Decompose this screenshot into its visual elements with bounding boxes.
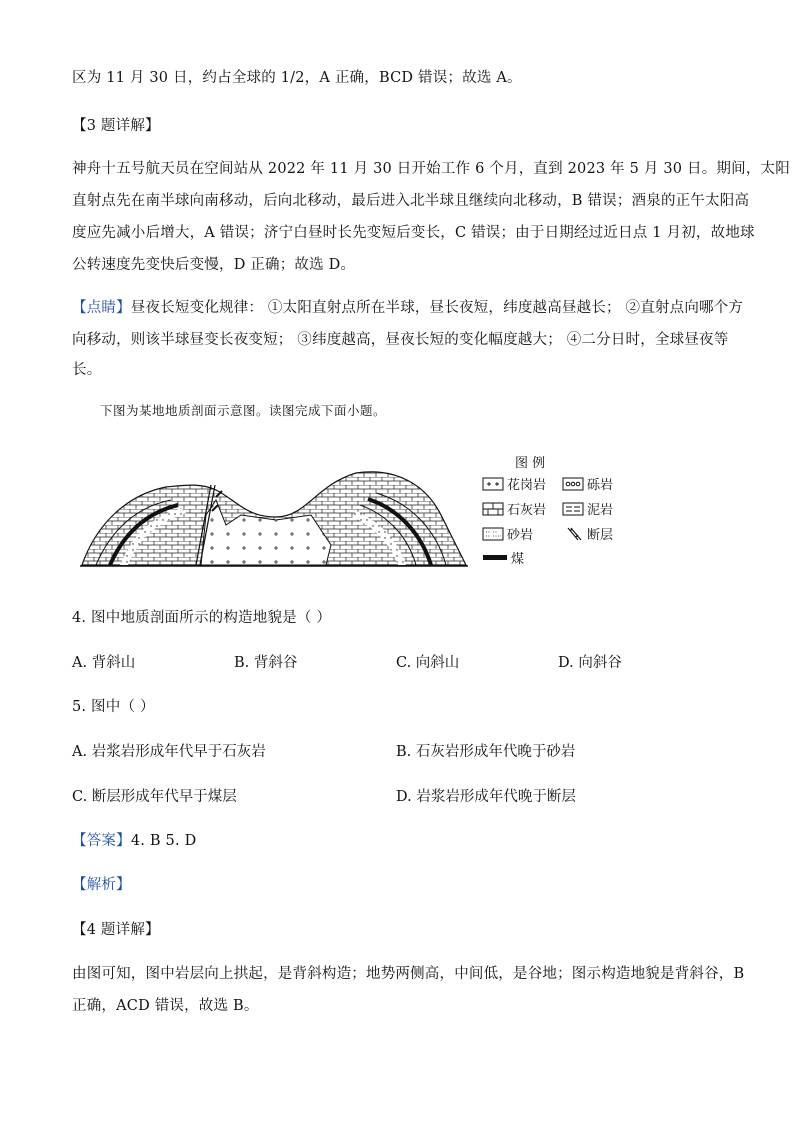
text-line: 度应先减小后增大，A 错误；济宁白昼时长先变短后变长，C 错误；由于日期经过近日点 1 月初，故地球	[72, 225, 755, 241]
limestone-swatch-icon	[482, 502, 504, 516]
figure-caption: 下图为某地地质剖面示意图。读图完成下面小题。	[100, 403, 387, 418]
text-line: 神舟十五号航天员在空间站从 2022 年 11 月 30 日开始工作 6 个月，直到 2023 年 5 月 30 日。期间，太阳	[72, 161, 790, 177]
legend-label: 石灰岩	[507, 503, 547, 518]
answer-line	[72, 829, 196, 850]
q4-option-c: C. 向斜山	[396, 655, 460, 671]
text-line: 由图可知，图中岩层向上拱起，是背斜构造；地势两侧高，中间低，是谷地；图示构造地貌是背斜谷，B	[72, 966, 745, 982]
sandstone-swatch-icon	[482, 527, 504, 541]
figure-legend	[478, 448, 638, 573]
question-5-stem: 5. 图中（ ）	[72, 699, 155, 715]
legend-coal	[482, 548, 524, 567]
q5-option-b: B. 石灰岩形成年代晚于砂岩	[396, 744, 576, 760]
question-4-stem: 4. 图中地质剖面所示的构造地貌是（ ）	[72, 610, 332, 626]
legend-mudstone	[562, 499, 613, 518]
legend-label: 泥岩	[587, 503, 614, 518]
tip-line	[72, 296, 743, 317]
legend-sandstone	[482, 524, 533, 543]
tip-text: 昼夜长短变化规律： ①太阳直射点所在半球，昼长夜短，纬度越高昼越长； ②直射点向哪个方	[130, 300, 744, 316]
mudstone-swatch-icon	[562, 502, 584, 516]
q4-option-b: B. 背斜谷	[234, 655, 298, 671]
text-line: 公转速度先变快后变慢，D 正确；故选 D。	[72, 257, 356, 273]
text-line: 向移动，则该半球昼变长夜变短； ③纬度越高，昼夜长短的变化幅度越大； ④二分日时，全球昼夜等	[72, 332, 729, 348]
section-heading: 【3 题详解】	[72, 118, 160, 134]
q5-option-d: D. 岩浆岩形成年代晚于断层	[396, 789, 576, 805]
fault-swatch-icon	[562, 527, 584, 541]
q5-option-c: C. 断层形成年代早于煤层	[72, 789, 237, 805]
text-line: 直射点先在南半球向南移动，后向北移动，最后进入北半球且继续向北移动，B 错误；酒泉的正午太阳高	[72, 193, 750, 209]
tip-label: 【点睛】	[72, 300, 131, 316]
section-heading: 【4 题详解】	[72, 922, 160, 938]
legend-label: 断层	[587, 528, 614, 543]
legend-granite	[482, 474, 546, 493]
legend-limestone	[482, 499, 546, 518]
q4-option-d: D. 向斜谷	[558, 655, 622, 671]
legend-label: 煤	[511, 552, 525, 567]
legend-label: 砾岩	[587, 478, 614, 493]
legend-label: 花岗岩	[507, 478, 547, 493]
q4-option-a: A. 背斜山	[72, 655, 136, 671]
q5-option-a: A. 岩浆岩形成年代早于石灰岩	[72, 744, 266, 760]
text-line: 长。	[72, 362, 102, 378]
conglomerate-swatch-icon	[562, 477, 584, 491]
answer-value: 4. B 5. D	[130, 833, 197, 849]
analysis-heading: 【解析】	[72, 877, 131, 893]
granite-swatch-icon	[482, 477, 504, 491]
coal-swatch-icon	[482, 551, 508, 565]
legend-fault	[562, 524, 613, 543]
text-line: 区为 11 月 30 日，约占全球的 1/2，A 正确，BCD 错误；故选 A。	[72, 70, 522, 86]
answer-label: 【答案】	[72, 833, 131, 849]
geologic-section-figure	[76, 445, 476, 575]
text-line: 正确，ACD 错误，故选 B。	[72, 998, 259, 1014]
legend-conglomerate	[562, 474, 613, 493]
legend-title: 图 例	[515, 456, 546, 471]
legend-label: 砂岩	[507, 528, 534, 543]
